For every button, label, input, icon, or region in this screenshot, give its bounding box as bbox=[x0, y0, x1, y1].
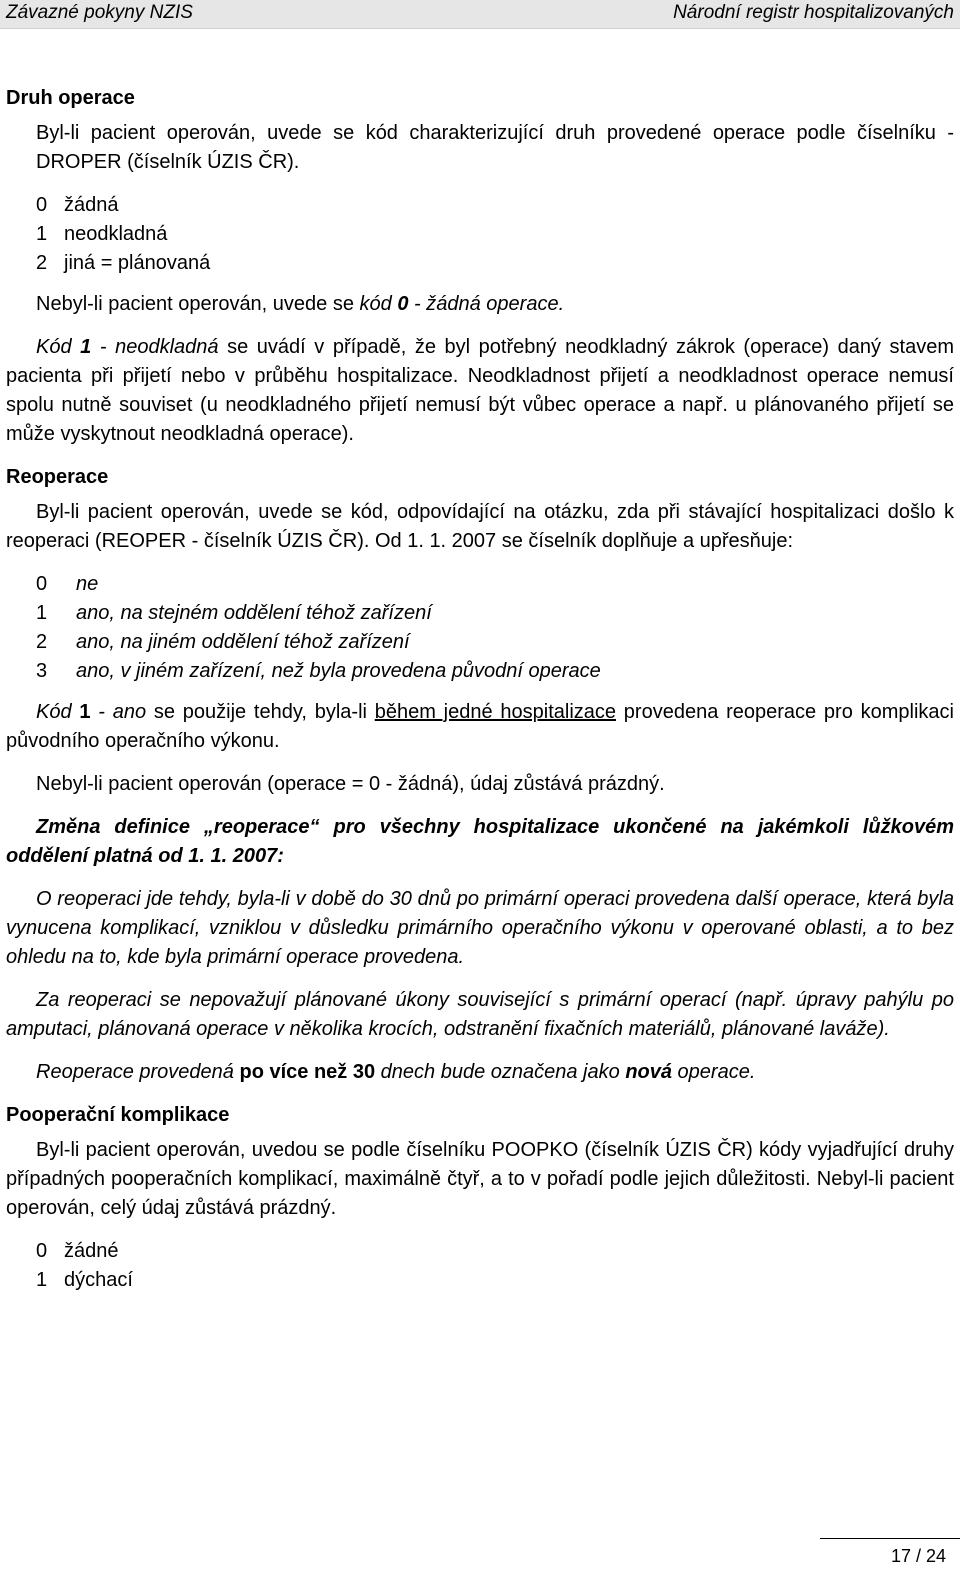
reoperace-definition-1: O reoperaci jde tehdy, byla-li v době do 30 dnů po primární operaci provedena další operace, která byla vynucena komplikací, vzniklou v důsledku primárního operačního výkonu v operované oblasti, a to bez ohledu na to, kde byla primární operace provedena. bbox=[6, 888, 954, 968]
reoperace-code-list bbox=[36, 570, 954, 686]
section-title-druh: Druh operace bbox=[6, 87, 135, 109]
reoperace-intro: Byl-li pacient operován, uvede se kód, odpovídající na otázku, zda při stávající hospitalizaci došlo k reoperaci (REOPER - číselník ÚZIS ČR). Od 1. 1. 2007 se číselník doplňuje a upřesňuje: bbox=[6, 501, 954, 552]
list-item: 1 neodkladná bbox=[36, 223, 168, 245]
pooper-intro: Byl-li pacient operován, uvedou se podle číselníku POOPKO (číselník ÚZIS ČR) kódy vyjadřující druhy případných pooperačních komplikací, maximálně čtyř, a to v pořadí podle jejich důležitosti. Nebyl-li pacient operován, celý údaj zůstává prázdný. bbox=[6, 1139, 954, 1219]
reoperace-kod1-paragraph: Kód 1 - ano se použije tehdy, byla-li během jedné hospitalizace provedena reoperace pro komplikaci původního operačního výkonu. bbox=[6, 701, 954, 752]
document-body bbox=[6, 84, 954, 1307]
page-number: 17 / 24 bbox=[890, 1546, 946, 1566]
pooper-code-list bbox=[6, 1237, 954, 1295]
reoperace-empty-note: Nebyl-li pacient operován (operace = 0 - žádná), údaj zůstává prázdný. bbox=[36, 773, 665, 795]
page-footer bbox=[891, 1546, 946, 1567]
list-item: 1 dýchací bbox=[36, 1269, 133, 1291]
list-item: 2 jiná = plánovaná bbox=[36, 252, 211, 274]
list-item: 0 žádné bbox=[36, 1240, 119, 1262]
footer-divider bbox=[820, 1538, 960, 1539]
header-right-title: Národní registr hospitalizovaných bbox=[673, 2, 954, 23]
reoperace-change-title: Změna definice „reoperace“ pro všechny hospitalizace ukončené na jakémkoli lůžkovém oddělení platná od 1. 1. 2007: bbox=[6, 816, 954, 867]
reoperace-definition-3: Reoperace provedená po více než 30 dnech bude označena jako nová operace. bbox=[36, 1061, 756, 1083]
list-item: 0 ne bbox=[36, 573, 99, 595]
page-header bbox=[0, 0, 960, 29]
list-item: 3 ano, v jiném zařízení, než byla provedena původní operace bbox=[36, 660, 601, 682]
druh-kod1-paragraph: Kód 1 - neodkladná se uvádí v případě, že byl potřebný neodkladný zákrok (operace) daný stavem pacienta při přijetí nebo v průběhu hospitalizace. Neodkladnost přijetí a neodkladnost operace nemusí spolu nutně souviset (u neodkladného přijetí nemusí být vůbec operace a např. u plánovaného přijetí se může vyskytnout neodkladná operace). bbox=[6, 336, 954, 445]
druh-intro: Byl-li pacient operován, uvede se kód charakterizující druh provedené operace podle číselníku - DROPER (číselník ÚZIS ČR). bbox=[36, 122, 954, 173]
reoperace-definition-2: Za reoperaci se nepovažují plánované úkony související s primární operací (např. úpravy pahýlu po amputaci, plánovaná operace v několika krocích, odstranění fixačních materiálů, plánované laváže). bbox=[6, 989, 954, 1040]
list-item: 1 ano, na stejném oddělení téhož zařízení bbox=[36, 602, 432, 624]
section-title-pooper: Pooperační komplikace bbox=[6, 1104, 230, 1126]
header-left-title: Závazné pokyny NZIS bbox=[6, 2, 193, 23]
list-item: 0 žádná bbox=[36, 194, 119, 216]
section-title-reoperace: Reoperace bbox=[6, 466, 109, 488]
list-item: 2 ano, na jiném oddělení téhož zařízení bbox=[36, 631, 410, 653]
druh-code-list bbox=[6, 191, 954, 278]
druh-not-operated: Nebyl-li pacient operován, uvede se kód 0 - žádná operace. bbox=[36, 293, 565, 315]
